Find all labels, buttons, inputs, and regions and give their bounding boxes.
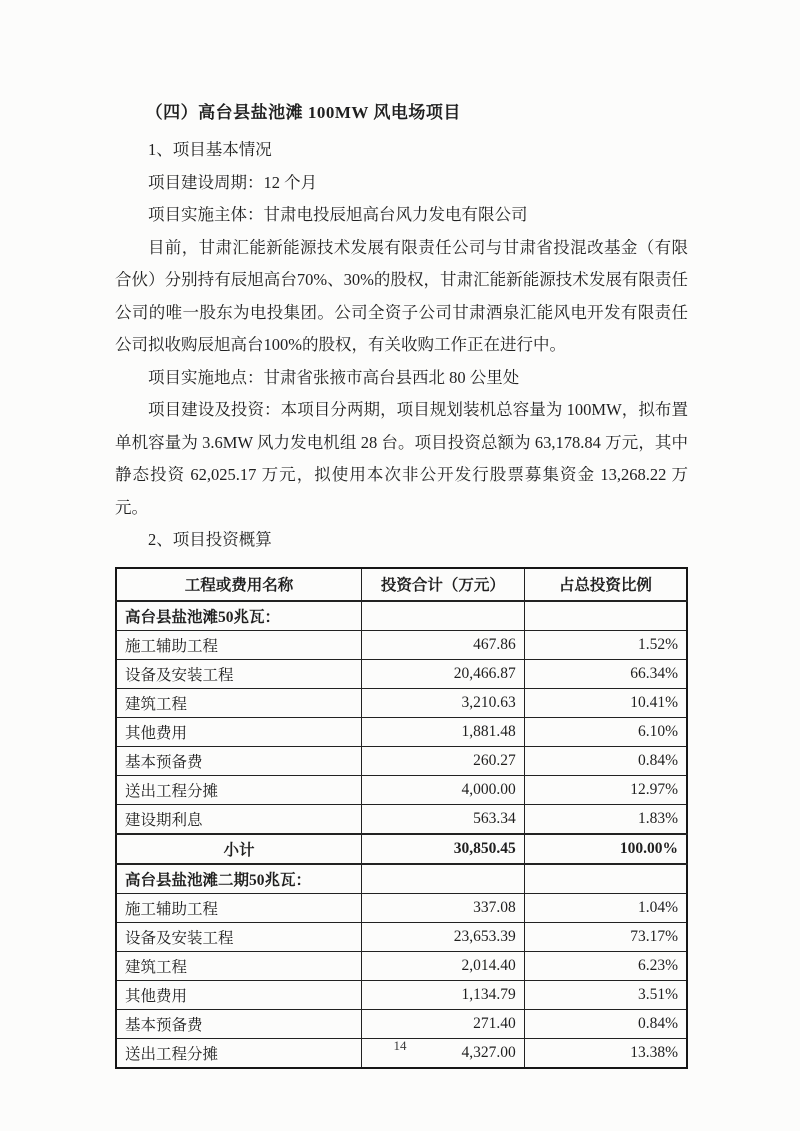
table-row	[116, 746, 687, 775]
section-title: （四）高台县盐池滩 100MW 风电场项目	[145, 103, 461, 122]
cell-amount: 23,653.39	[362, 922, 525, 951]
cell-name: 高台县盐池滩二期50兆瓦：	[116, 864, 362, 894]
page-number: 14	[393, 1038, 407, 1053]
cell-amount	[362, 864, 525, 894]
cell-pct: 73.17%	[524, 922, 687, 951]
subsection-heading-basic-info: 1、项目基本情况	[148, 140, 272, 159]
cell-amount: 563.34	[362, 804, 525, 834]
cell-amount: 3,210.63	[362, 688, 525, 717]
cell-amount: 271.40	[362, 1009, 525, 1038]
table-row	[116, 1009, 687, 1038]
table-row	[116, 688, 687, 717]
cell-pct: 10.41%	[524, 688, 687, 717]
cell-name: 其他费用	[116, 980, 362, 1009]
table-header-row	[116, 568, 687, 601]
cell-name: 其他费用	[116, 717, 362, 746]
cell-pct: 12.97%	[524, 775, 687, 804]
header-cell-name: 工程或费用名称	[116, 568, 362, 601]
cell-amount: 337.08	[362, 893, 525, 922]
cell-name: 建筑工程	[116, 951, 362, 980]
cell-pct: 3.51%	[524, 980, 687, 1009]
cell-name: 小计	[116, 834, 362, 864]
investment-paragraph: 项目建设及投资：本项目分两期，项目规划装机总容量为 100MW，拟布置单机容量为 3.6MW 风力发电机组 28 台。项目投资总额为 63,178.84 万元，其中静态投资 62,025.17 万元，拟使用本次非公开发行股票募集资金 13,268.22 万元。	[115, 400, 688, 517]
table-row	[116, 804, 687, 834]
subsection-heading-investment-estimate: 2、项目投资概算	[148, 530, 272, 549]
cell-pct: 6.23%	[524, 951, 687, 980]
cell-amount: 2,014.40	[362, 951, 525, 980]
table-row	[116, 893, 687, 922]
table-row	[116, 717, 687, 746]
cell-name: 送出工程分摊	[116, 1038, 362, 1068]
investment-table-body	[116, 601, 687, 1068]
cell-pct: 66.34%	[524, 659, 687, 688]
build-period-line: 项目建设周期：12 个月	[148, 172, 318, 192]
cell-name: 设备及安装工程	[116, 922, 362, 951]
cell-name: 设备及安装工程	[116, 659, 362, 688]
cell-pct: 1.04%	[524, 893, 687, 922]
table-row	[116, 922, 687, 951]
ownership-paragraph: 目前，甘肃汇能新能源技术发展有限责任公司与甘肃省投混改基金（有限合伙）分别持有辰旭高台70%、30%的股权，甘肃汇能新能源技术发展有限责任公司的唯一股东为电投集团。公司全资子公司甘肃酒泉汇能风电开发有限责任公司拟收购辰旭高台100%的股权，有关收购工作正在进行中。	[115, 237, 688, 354]
cell-amount: 4,000.00	[362, 775, 525, 804]
cell-amount	[362, 601, 525, 631]
cell-name: 高台县盐池滩50兆瓦：	[116, 601, 362, 631]
cell-pct: 13.38%	[524, 1038, 687, 1068]
cell-amount: 4,327.00	[362, 1038, 525, 1068]
implementer-line: 项目实施主体：甘肃电投辰旭高台风力发电有限公司	[148, 205, 528, 224]
cell-name: 基本预备费	[116, 1009, 362, 1038]
cell-amount: 1,134.79	[362, 980, 525, 1009]
table-row	[116, 951, 687, 980]
header-cell-amount: 投资合计（万元）	[362, 568, 525, 601]
cell-name: 送出工程分摊	[116, 775, 362, 804]
document-content	[115, 100, 688, 1069]
cell-pct: 100.00%	[524, 834, 687, 864]
table-row	[116, 601, 687, 631]
cell-name: 建设期利息	[116, 804, 362, 834]
cell-pct: 0.84%	[524, 746, 687, 775]
cell-pct: 1.83%	[524, 804, 687, 834]
cell-amount: 467.86	[362, 630, 525, 659]
cell-amount: 1,881.48	[362, 717, 525, 746]
cell-amount: 260.27	[362, 746, 525, 775]
cell-name: 建筑工程	[116, 688, 362, 717]
cell-amount: 20,466.87	[362, 659, 525, 688]
location-line: 项目实施地点：甘肃省张掖市高台县西北 80 公里处	[148, 367, 520, 387]
cell-pct: 1.52%	[524, 630, 687, 659]
cell-name: 施工辅助工程	[116, 630, 362, 659]
investment-estimate-table	[115, 567, 688, 1069]
table-row	[116, 630, 687, 659]
cell-pct	[524, 601, 687, 631]
table-row	[116, 834, 687, 864]
cell-name: 基本预备费	[116, 746, 362, 775]
header-cell-pct: 占总投资比例	[524, 568, 687, 601]
table-row	[116, 659, 687, 688]
cell-pct	[524, 864, 687, 894]
table-row	[116, 775, 687, 804]
table-row	[116, 864, 687, 894]
cell-pct: 6.10%	[524, 717, 687, 746]
cell-name: 施工辅助工程	[116, 893, 362, 922]
cell-amount: 30,850.45	[362, 834, 525, 864]
cell-pct: 0.84%	[524, 1009, 687, 1038]
table-row	[116, 980, 687, 1009]
